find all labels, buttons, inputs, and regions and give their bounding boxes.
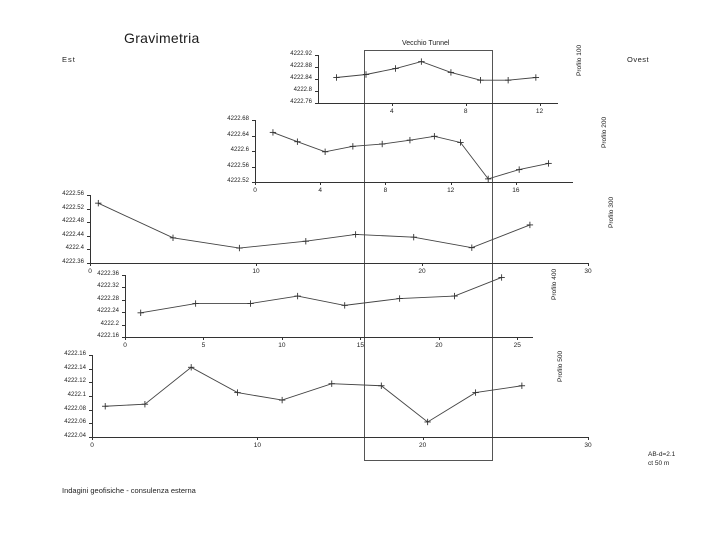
- x-axis-tick-label: 0: [90, 442, 94, 449]
- tunnel-annotation-label: Vecchio Tunnel: [402, 40, 450, 47]
- y-axis-tick-label: 4222.36: [62, 259, 84, 265]
- x-axis-tick-label: 8: [463, 108, 468, 115]
- y-axis-tick-label: 4222.92: [290, 51, 312, 57]
- y-axis-tick-label: 4222.88: [290, 63, 312, 69]
- x-axis-tick-label: 12: [535, 108, 544, 115]
- y-axis-tick-label: 4222.28: [97, 295, 119, 302]
- y-axis-tick-label: 4222.84: [290, 75, 312, 81]
- y-axis-tick-label: 4222.64: [227, 131, 249, 138]
- y-axis-tick-label: 4222.16: [64, 351, 86, 357]
- y-axis-tick-label: 4222.52: [227, 178, 249, 184]
- x-axis-tick-label: 16: [512, 187, 520, 194]
- y-axis-tick-label: 4222.68: [227, 116, 249, 122]
- y-axis-tick-label: 4222.08: [64, 405, 86, 412]
- x-axis-tick-label: 20: [419, 442, 427, 449]
- y-axis-tick-label: 4222.8: [293, 87, 312, 93]
- x-axis-tick-label: 10: [278, 342, 286, 349]
- x-axis-tick-label: 10: [252, 268, 260, 275]
- x-axis-tick-label: 20: [435, 342, 443, 349]
- direction-label-east: Est: [62, 55, 76, 64]
- y-axis-tick-label: 4222.48: [62, 218, 84, 225]
- series-label-2: Profilo 200: [601, 116, 608, 148]
- x-axis-tick-label: 0: [123, 342, 127, 349]
- x-axis-tick-label: 30: [584, 442, 592, 449]
- footnote-line-1: AB-d=2.1: [648, 451, 676, 458]
- x-axis-tick-label: 15: [356, 342, 364, 349]
- y-axis-tick-label: 4222.1: [67, 392, 86, 398]
- footnote-line-2: ct 50 m: [648, 460, 670, 467]
- y-axis-tick-label: 4222.52: [62, 204, 84, 211]
- y-axis-tick-label: 4222.44: [62, 231, 84, 238]
- x-axis-tick-label: 4: [390, 108, 394, 115]
- series-label-5: Profilo 500: [557, 350, 564, 382]
- series-label-3: Profilo 300: [608, 196, 615, 228]
- y-axis-tick-label: 4222.4: [65, 245, 84, 252]
- x-axis-tick-label: 10: [253, 442, 261, 449]
- x-axis-tick-label: 4: [318, 187, 323, 194]
- y-axis-tick-label: 4222.36: [97, 271, 119, 277]
- y-axis-tick-label: 4222.14: [64, 364, 86, 371]
- x-axis-tick-label: 12: [447, 187, 455, 194]
- page-title: Gravimetria: [124, 30, 200, 46]
- series-label-1: Profilo 100: [576, 44, 583, 76]
- y-axis-tick-label: 4222.12: [64, 378, 86, 385]
- y-axis-tick-label: 4222.06: [64, 419, 86, 426]
- x-axis-tick-label: 0: [88, 268, 92, 275]
- y-axis-tick-label: 4222.76: [290, 99, 312, 105]
- x-axis-tick-label: 20: [418, 268, 426, 275]
- y-axis-tick-label: 4222.56: [62, 191, 84, 197]
- direction-label-west: Ovest: [627, 55, 650, 64]
- x-axis-tick-label: 0: [253, 187, 257, 194]
- x-axis-tick-label: 30: [584, 268, 592, 275]
- y-axis-tick-label: 4222.24: [97, 308, 119, 315]
- x-axis-tick-label: 5: [201, 342, 206, 349]
- y-axis-tick-label: 4222.16: [97, 333, 119, 339]
- x-axis-tick-label: 25: [513, 342, 521, 349]
- x-axis-tick-label: 8: [383, 187, 388, 194]
- caption: Indagini geofisiche - consulenza esterna: [62, 486, 196, 495]
- series-label-4: Profilo 400: [551, 268, 558, 300]
- y-axis-tick-label: 4222.6: [230, 147, 249, 153]
- y-axis-tick-label: 4222.32: [97, 283, 119, 290]
- y-axis-tick-label: 4222.2: [100, 320, 119, 327]
- y-axis-tick-label: 4222.56: [227, 162, 249, 169]
- y-axis-tick-label: 4222.04: [64, 433, 86, 439]
